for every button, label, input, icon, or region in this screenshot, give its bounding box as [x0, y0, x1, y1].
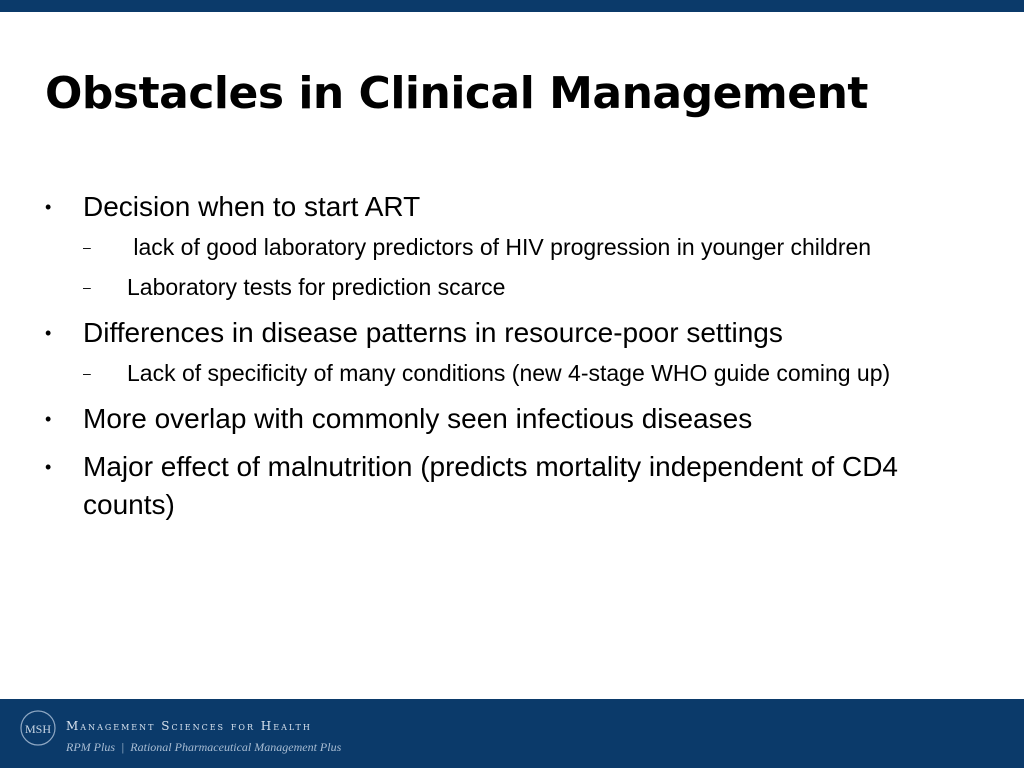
footer-bar — [0, 699, 1024, 768]
msh-logo-icon — [18, 708, 58, 748]
organization-name: Management Sciences for Health — [66, 719, 312, 733]
bullet-item — [45, 314, 980, 390]
program-name: RPM Plus | Rational Pharmaceutical Management Plus — [66, 740, 342, 754]
bullet-glyph: • — [45, 457, 52, 477]
sub-bullet-glyph: – — [83, 365, 91, 381]
sub-bullet-list — [83, 356, 980, 390]
bullet-item — [45, 188, 980, 304]
sub-bullet-item — [83, 356, 980, 390]
sub-bullet-text: lack of good laboratory predictors of HIV progression in younger children — [127, 234, 872, 260]
sub-bullet-list — [83, 230, 980, 304]
slide-title: Obstacles in Clinical Management — [45, 68, 868, 119]
bullet-text: Major effect of malnutrition (predicts mortality independent of CD4 counts) — [83, 451, 898, 520]
bullet-item — [45, 400, 980, 438]
bullet-glyph: • — [45, 197, 52, 217]
bullet-list — [45, 188, 980, 534]
bullet-text: More overlap with commonly seen infectious diseases — [83, 403, 753, 434]
logo-text: MSH — [24, 722, 52, 736]
sub-bullet-glyph: – — [83, 279, 91, 295]
sub-bullet-glyph: – — [83, 239, 91, 255]
sub-bullet-item — [83, 230, 980, 264]
sub-bullet-text: Lack of specificity of many conditions (new 4-stage WHO guide coming up) — [127, 360, 891, 386]
sub-bullet-text: Laboratory tests for prediction scarce — [127, 274, 506, 300]
top-accent-bar — [0, 0, 1024, 12]
bullet-glyph: • — [45, 409, 52, 429]
bullet-item — [45, 448, 980, 524]
bullet-text: Differences in disease patterns in resource-poor settings — [83, 317, 783, 348]
bullet-text: Decision when to start ART — [83, 191, 421, 222]
bullet-glyph: • — [45, 323, 52, 343]
sub-bullet-item — [83, 270, 980, 304]
